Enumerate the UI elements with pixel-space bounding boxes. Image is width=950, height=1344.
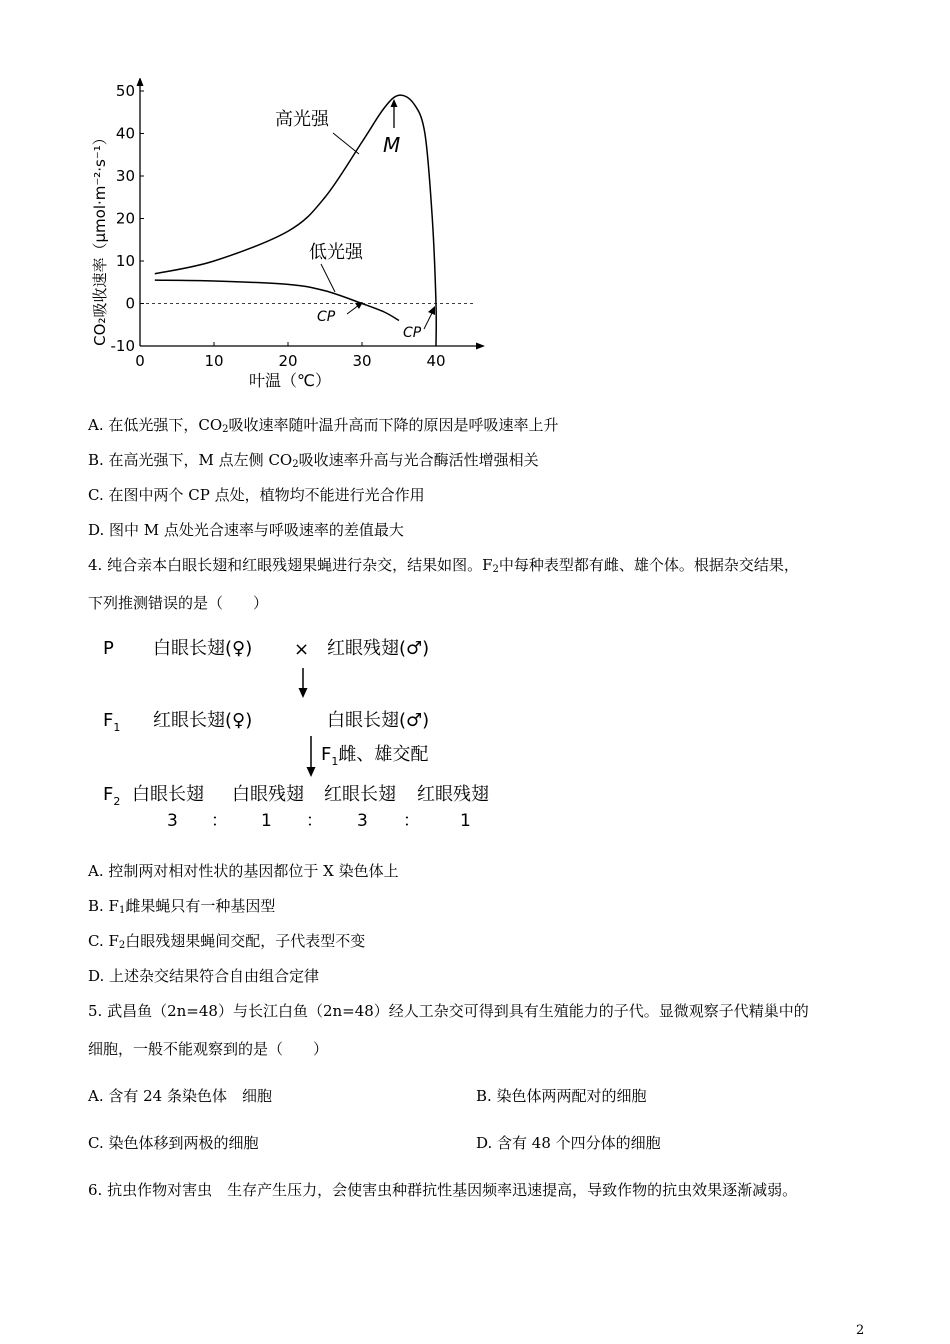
q3-option-b: B. 在高光强下，M 点左侧 $CO_2$吸收速率升高与光合酶活性增强相关 bbox=[88, 451, 539, 470]
x-axis-arrow bbox=[476, 343, 485, 350]
y-axis-arrow bbox=[137, 78, 144, 86]
x-tick-label: 30 bbox=[352, 352, 372, 370]
q3-option-c: C. 在图中两个 CP 点处，植物均不能进行光合作用 bbox=[88, 486, 425, 504]
f2-ratio-1: 3 bbox=[167, 811, 178, 831]
f1-female: 红眼长翅(♀) bbox=[153, 710, 253, 731]
series-label-high-light: 高光强 bbox=[275, 109, 329, 130]
f2-label: $F_2$ bbox=[103, 784, 121, 808]
cross-symbol: × bbox=[294, 639, 310, 660]
f2-ratio-2: 1 bbox=[261, 811, 272, 831]
q4-option-d: D. 上述杂交结果符合自由组合定律 bbox=[88, 967, 320, 985]
q5-option-b: B. 染色体两两配对的细胞 bbox=[476, 1087, 647, 1105]
q5-option-d: D. 含有 48 个四分体的细胞 bbox=[476, 1134, 661, 1152]
f1-to-f2-arrow bbox=[307, 736, 316, 777]
cross-diagram bbox=[95, 628, 515, 833]
q4-option-c: C. $F_2$白眼残翅果蝇间交配，子代表型不变 bbox=[88, 932, 366, 951]
x-tick-label: 40 bbox=[426, 352, 446, 370]
y-tick-label: 0 bbox=[125, 294, 135, 313]
q3-option-d: D. 图中 M 点处光合速率与呼吸速率的差值最大 bbox=[88, 521, 404, 539]
y-tick-label: -10 bbox=[110, 337, 135, 355]
m-arrow bbox=[391, 99, 398, 128]
f1-cross-label: $F_1$雌、雄交配 bbox=[321, 744, 429, 768]
f1-label: $F_1$ bbox=[103, 710, 121, 734]
annotation-m: M bbox=[383, 133, 401, 157]
annotation-cp-low: CP bbox=[317, 309, 336, 325]
f2-ratio-4: 1 bbox=[460, 811, 471, 831]
x-tick-label: 10 bbox=[204, 352, 224, 370]
p-male: 红眼残翅(♂) bbox=[327, 638, 430, 659]
q4-option-a: A. 控制两对相对性状的基因都位于 X 染色体上 bbox=[88, 862, 399, 880]
f2-ratio-sep-2: ： bbox=[306, 811, 323, 831]
f2-ratio-3: 3 bbox=[357, 811, 368, 831]
q5-stem-line2: 细胞，一般不能观察到的是（ ） bbox=[88, 1040, 329, 1058]
q5-option-a: A. 含有 24 条染色体 细胞 bbox=[88, 1087, 272, 1105]
y-tick-label: 30 bbox=[115, 167, 135, 185]
q6-stem-line1: 6. 抗虫作物对害虫 生存产生压力，会使害虫种群抗性基因频率迅速提高，导致作物的抗虫效果逐渐减弱。 bbox=[88, 1181, 798, 1199]
series-label-low-light: 低光强 bbox=[309, 242, 363, 263]
q4-option-b: B. $F_1$雌果蝇只有一种基因型 bbox=[88, 897, 276, 916]
f2-phenotype-2: 白眼残翅 bbox=[232, 784, 304, 805]
x-tick-label: 0 bbox=[135, 352, 145, 370]
y-tick-label: 40 bbox=[115, 124, 135, 143]
f2-ratio-sep-3: ： bbox=[403, 811, 420, 831]
y-tick-label: 10 bbox=[115, 252, 135, 270]
x-tick-label: 20 bbox=[278, 352, 298, 370]
page-number: 2 bbox=[856, 1323, 865, 1338]
y-axis-label: CO₂吸收速率（μmol·m⁻²·s⁻¹） bbox=[91, 130, 109, 346]
q4-stem-line2: 下列推测错误的是（ ） bbox=[88, 594, 269, 612]
low-light-label-leader bbox=[321, 264, 335, 292]
co2-uptake-chart bbox=[85, 78, 485, 398]
q5-option-c: C. 染色体移到两极的细胞 bbox=[88, 1134, 259, 1152]
f2-ratio-sep-1: ： bbox=[211, 811, 228, 831]
low-light-curve bbox=[155, 280, 399, 320]
cp-arrow-high bbox=[424, 306, 435, 329]
annotation-cp-high: CP bbox=[403, 325, 422, 341]
high-light-label-leader bbox=[333, 133, 359, 154]
p-to-f1-arrow bbox=[299, 668, 308, 698]
f2-phenotype-4: 红眼残翅 bbox=[417, 784, 489, 805]
y-tick-label: 50 bbox=[115, 82, 135, 100]
cp-arrow-low bbox=[347, 302, 363, 314]
q4-stem-line1: 4. 纯合亲本白眼长翅和红眼残翅果蝇进行杂交，结果如图。$F_2$中每种表型都有雌、雄个体。根据杂交结果， bbox=[88, 556, 799, 575]
y-tick-label: 20 bbox=[115, 209, 135, 228]
x-axis-label: 叶温（℃） bbox=[249, 371, 331, 390]
p-female: 白眼长翅(♀) bbox=[153, 638, 253, 659]
f1-male: 白眼长翅(♂) bbox=[327, 710, 430, 731]
f2-phenotype-1: 白眼长翅 bbox=[132, 784, 204, 805]
p-label: P bbox=[103, 638, 114, 659]
q5-stem-line1: 5. 武昌鱼（2n=48）与长江白鱼（2n=48）经人工杂交可得到具有生殖能力的子代。显微观察子代精巢中的 bbox=[88, 1002, 809, 1020]
q3-option-a: A. 在低光强下，$CO_2$吸收速率随叶温升高而下降的原因是呼吸速率上升 bbox=[88, 416, 559, 435]
f2-phenotype-3: 红眼长翅 bbox=[324, 784, 396, 805]
